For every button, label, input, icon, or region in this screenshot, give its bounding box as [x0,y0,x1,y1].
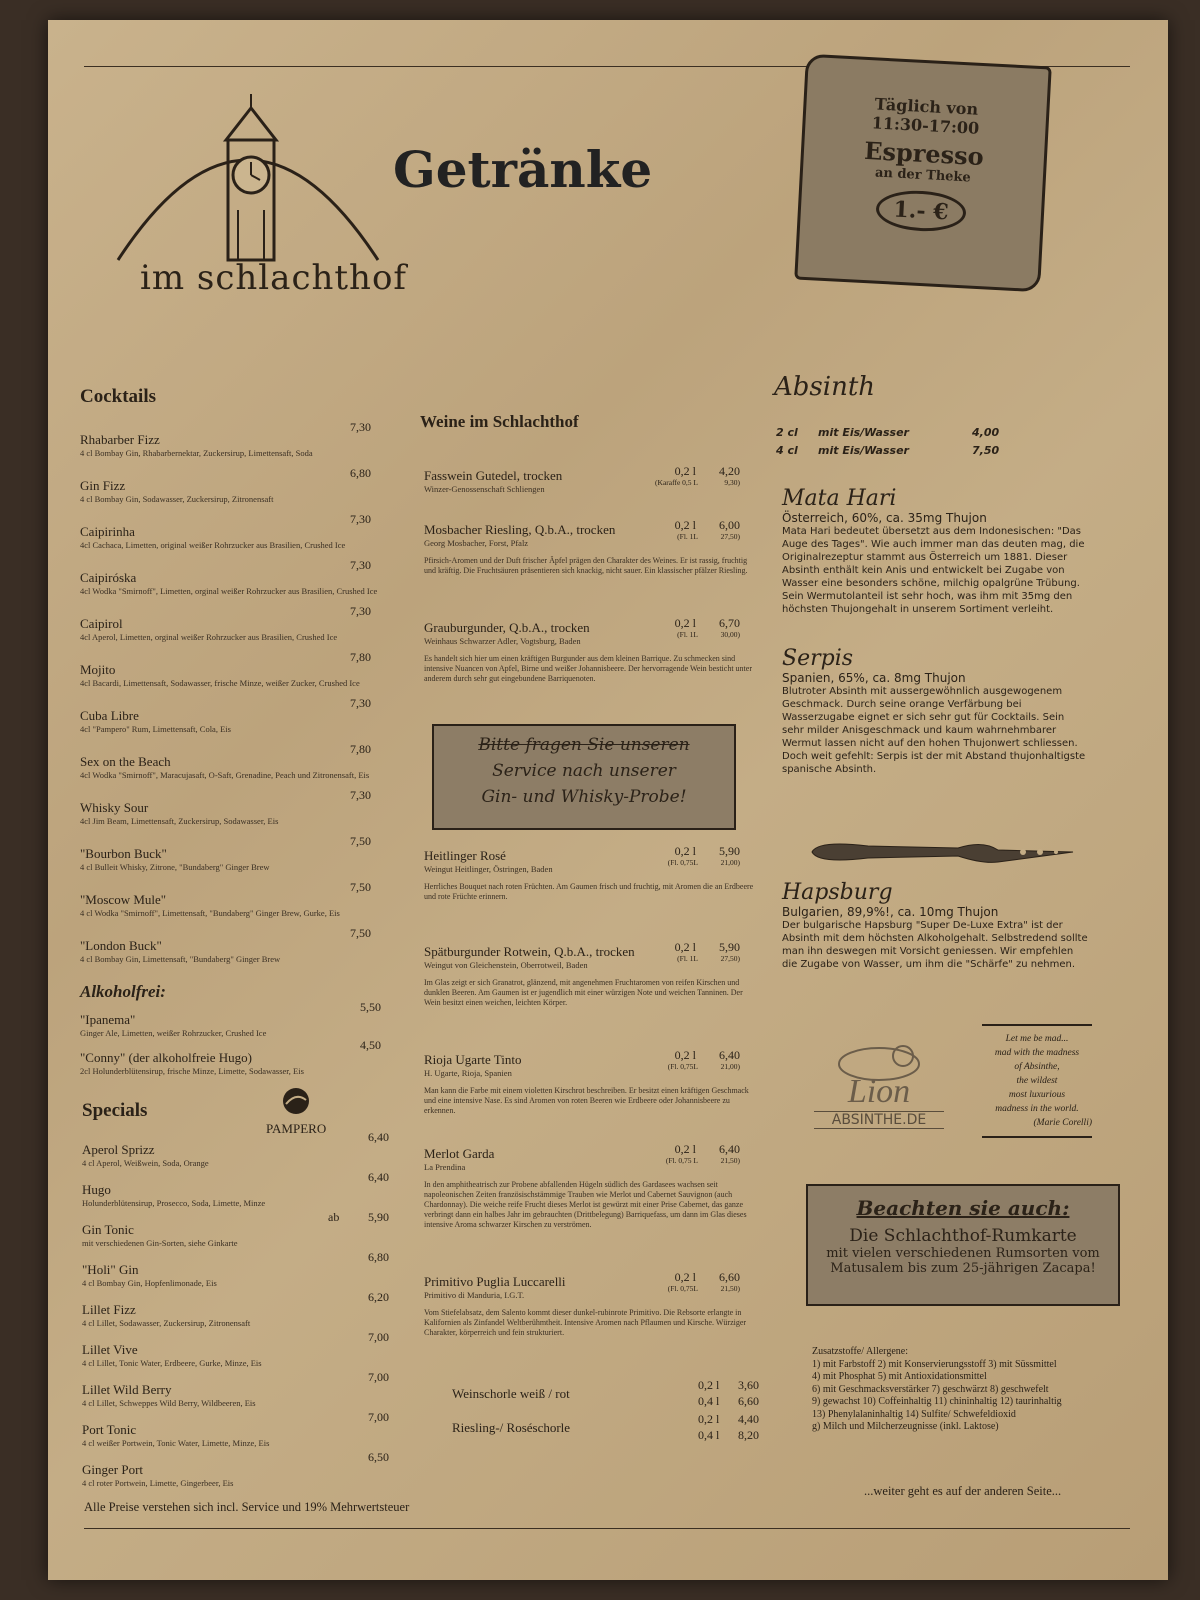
wine-producer: H. Ugarte, Rioja, Spanien [424,1068,512,1078]
menu-item [82,1462,382,1488]
absinth-variety [782,486,1088,616]
item-price: 7,30 [350,420,371,434]
lion-absinthe-logo [814,1036,944,1129]
menu-item [80,938,380,964]
wine-description: Es handelt sich hier um einen kräftigen Burgunder aus dem kleinen Barrique. Zu schmecken sind intensive Nuancen von Apfel, Birne und weißer Johannisbeere. Der hervorragende Wein besticht unter anderem durch sehr gut eingebundene Barriquenoten. [424,654,752,683]
item-price: 7,30 [350,558,371,572]
wine-bottle-price: 21,50) [720,1284,740,1293]
item-description: 4 cl Bombay Gin, Limettensaft, "Bundaberg" Ginger Brew [80,954,281,964]
absinthe-spoon-icon [808,832,1078,872]
item-name: "Moscow Mule" [80,892,167,907]
item-description: 2cl Holunderblütensirup, frische Minze, Limette, Sodawasser, Eis [80,1066,304,1076]
lion-url: ABSINTHE.DE [814,1111,944,1129]
item-name: Lillet Fizz [82,1302,136,1317]
item-price: 7,80 [350,650,371,664]
menu-item [80,754,380,780]
gin-whisky-box [432,724,736,830]
wine-bottle-price: 9,30) [724,478,740,487]
item-description: 4 cl Bulleit Whisky, Zitrone, "Bundaberg" Ginger Brew [80,862,270,872]
absinth-serving: mit Eis/Wasser [818,426,909,439]
wine-volume: 0,2 l [674,518,696,532]
wine-bottle-volume: (Fl. 1L [677,954,698,963]
absinth-volume: 4 cl [776,444,798,457]
item-description: 4 cl Bombay Gin, Rhabarbernektar, Zuckersirup, Limettensaft, Soda [80,448,313,458]
menu-item [80,616,380,642]
item-price: 6,40 [368,1170,389,1184]
wine-item [424,940,764,1008]
item-price: 5,90 [368,1210,389,1224]
variety-name: Mata Hari [782,486,897,511]
schorle-price-small: 3,60 [738,1378,759,1392]
allergen-line: 6) mit Geschmacksverstärker 7) geschwärzt 8) geschwefelt [812,1383,1049,1395]
wine-description: Vom Stiefelabsatz, dem Salento kommt dieser dunkel-rubinrote Primitivo. Die Rebsorte erlangte in Kalifornien als Zinfandel Weltberühmtheit. Intensive Aromen nach Pflaumen und Kirsche. Würziger Charakter, körperreich und fein strukturiert. [424,1308,747,1337]
espresso-scroll [794,54,1051,293]
menu-item [80,846,380,872]
item-name: Gin Tonic [82,1222,134,1237]
wine-glass-price: 4,20 [719,464,740,478]
item-name: Caipiróska [80,570,137,585]
wine-bottle-volume: (Fl. 0,75L [667,858,698,867]
wine-bottle-volume: (Fl. 0,75L [667,1062,698,1071]
schorle-volume-large: 0,4 l [698,1428,720,1442]
item-description: mit verschiedenen Gin-Sorten, siehe Ginkarte [82,1238,238,1248]
item-name: "Holi" Gin [82,1262,139,1277]
wine-bottle-volume: (Fl. 0,75 L [665,1156,698,1165]
menu-item [80,708,380,734]
variety-description: Der bulgarische Hapsburg "Super De-Luxe Extra" ist der Absinth mit dem höchsten Alkoholgehalt. Selbstredend sollte man ihn deswegen mit Vorsicht geniessen. Wir empfehlen die Zugabe von Wasser, um ihm die "Schärfe" zu nehmen. [782,920,1088,970]
variety-name: Hapsburg [782,880,893,905]
item-name: Mojito [80,662,116,677]
item-description: 4cl "Pampero" Rum, Limettensaft, Cola, Eis [80,724,231,734]
item-price: 7,50 [350,834,371,848]
logo [88,80,408,320]
item-description: 4cl Wodka "Smirnoff", Limetten, orginal weißer Rohrzucker aus Brasilien, Crushed Ice [80,586,378,596]
wine-description: In den amphitheatrisch zur Probene abfallenden Hügeln südlich des Gardasees wachsen seit napoleonischen Zeiten französischstämmige Trauben wie Merlot und Cabernet Sauvignon (auch Chardonnay). Die weiche reife Frucht dieses Merlot ist gewürzt mit einer Prise Cabernet, das ganze verbringt dann ein halbes Jahr im gebrauchten (Drittbelegung) Barriquefass, um dann im Glas dieses intensive Aroma schwarzer Kirschen zu verströmen. [424,1180,747,1229]
item-price: 6,40 [368,1130,389,1144]
rum-box-heading: Beachten sie auch: [856,1196,1070,1220]
pampero-wordmark: PAMPERO [266,1121,327,1136]
menu-item [80,800,380,826]
allergen-list [812,1346,1152,1434]
wine-description: Man kann die Farbe mit einem violetten Kirschrot beschreiben. Er besitzt einen kräftigen Geschmack und eine intensive Nase. Es sind Aromen von roten Beeren wie Erdbeere oder Johannisbeere zu erkennen. [424,1086,749,1115]
item-name: Rhabarber Fizz [80,432,160,447]
quote-line: mad with the madness [994,1048,1080,1058]
item-name: "London Buck" [80,938,162,953]
wine-description: Im Glas zeigt er sich Granatrot, glänzend, mit angenehmen Fruchtaromen von reifen Kirschen und dunklen Beeren. Am Gaumen ist er jugendlich mit einer würzigen Note und weichen Tanninen. Der Wein besitzt einen weichen, leichten Körper. [424,978,743,1007]
allergen-line: 1) mit Farbstoff 2) mit Konservierungsstoff 3) mit Süssmittel [812,1358,1057,1370]
espresso-line1: Täglich von [874,94,979,119]
wine-bottle-volume: (Fl. 0,75L [667,1284,698,1293]
wine-description: Pfirsich-Aromen und der Duft frischer Äpfel prägen den Charakter des Weines. Er ist rassig, fruchtig und kräftig. Die Fruchtsäuren präsentieren sich knackig, nicht sauer. Ein klassischer pfälzer Riesling. [424,556,748,575]
item-price: 7,30 [350,788,371,802]
quote-line: of Absinthe, [1014,1062,1060,1072]
item-description: 4cl Jim Beam, Limettensaft, Zuckersirup, Sodawasser, Eis [80,816,279,826]
item-price: 6,80 [350,466,371,480]
quote-line: the wildest [1016,1076,1058,1086]
wine-producer: Weingut von Gleichenstein, Oberrotweil, Baden [424,960,588,970]
item-description: Holunderblütensirup, Prosecco, Soda, Limette, Minze [82,1198,266,1208]
quote-line: Let me be mad... [1005,1034,1069,1044]
wine-item [424,518,764,576]
absinth-heading: Absinth [774,372,876,402]
rum-box-line1: Die Schlachthof-Rumkarte [849,1226,1077,1246]
wine-volume: 0,2 l [674,1270,696,1284]
allergen-line: 4) mit Phosphat 5) mit Antioxidationsmittel [812,1371,987,1382]
variety-description: Mata Hari bedeutet übersetzt aus dem Indonesischen: "Das Auge des Tages". Wie auch immer man das deuten mag, die Originalrezeptur stammt aus Österreich um 1881. Dieser Absinth enthält kein Anis und entwickelt bei Zugabe von Wasser eine besonders schöne, milchig opalgrüne Trübung. Sein Wermutolanteil ist sehr hoch, was ihm mit 35mg den höchsten Thujongehalt in unserem Sortiment verleiht. [782,526,1085,615]
wine-glass-price: 6,70 [719,616,740,630]
quote-lines [982,1032,1092,1116]
schorle-price-large: 6,60 [738,1394,759,1408]
schorle-name: Weinschorle weiß / rot [452,1386,570,1401]
wine-bottle-price: 21,00) [720,858,740,867]
wine-item [424,616,764,684]
price-prefix: ab [328,1210,340,1224]
schorle-volume-large: 0,4 l [698,1394,720,1408]
wine-glass-price: 6,00 [719,518,740,532]
quote-line: madness in the world. [995,1104,1079,1114]
item-name: Hugo [82,1182,111,1197]
wine-glass-price: 6,40 [719,1142,740,1156]
quote-author: (Marie Corelli) [1033,1118,1092,1128]
item-name: Whisky Sour [80,800,149,815]
wine-producer: Primitivo di Manduria, I.G.T. [424,1290,525,1300]
allergen-heading: Zusatzstoffe/ Allergene: [812,1346,908,1357]
item-description: 4cl Cachaca, Limetten, original weißer Rohrzucker aus Brasilien, Crushed Ice [80,540,346,550]
wine-name: Primitivo Puglia Luccarelli [424,1274,566,1289]
item-price: 6,50 [368,1450,389,1464]
item-name: Ginger Port [82,1462,144,1477]
schorle-volume-small: 0,2 l [698,1412,720,1426]
wine-glass-price: 5,90 [719,844,740,858]
wine-name: Merlot Garda [424,1146,495,1161]
gin-box-line2: Service nach unserer [492,761,676,781]
item-description: 4 cl Aperol, Weißwein, Soda, Orange [82,1158,209,1168]
schorle-price-small: 4,40 [738,1412,759,1426]
item-name: Caipirol [80,616,123,631]
wine-item [424,844,764,902]
corelli-quote [982,1024,1092,1138]
item-name: Cuba Libre [80,708,139,723]
allergen-line: 13) Phenylalaninhaltig 14) Sulfite/ Schwefeldioxid [812,1408,1016,1420]
wine-producer: La Prendina [424,1162,466,1172]
item-price: 7,30 [350,696,371,710]
item-name: "Bourbon Buck" [80,846,167,861]
item-price: 6,20 [368,1290,389,1304]
item-name: "Ipanema" [80,1012,136,1027]
wine-name: Mosbacher Riesling, Q.b.A., trocken [424,522,616,537]
wine-bottle-price: 30,00) [720,630,740,639]
item-price: 7,00 [368,1410,389,1424]
page-title: Getränke [393,140,653,199]
wine-volume: 0,2 l [674,940,696,954]
wine-bottle-volume: (Fl. 1L [677,532,698,541]
item-price: 7,30 [350,512,371,526]
wine-bottle-volume: (Karaffe 0,5 L [655,478,698,487]
wine-item [424,1142,764,1230]
wine-volume: 0,2 l [674,616,696,630]
item-description: 4 cl Wodka "Smirnoff", Limettensaft, "Bundaberg" Ginger Brew, Gurke, Eis [80,908,340,918]
espresso-line3: an der Theke [874,165,972,186]
schorle-volume-small: 0,2 l [698,1378,720,1392]
wine-producer: Georg Mosbacher, Forst, Pfalz [424,538,529,548]
wine-heading: Weine im Schlachthof [420,412,579,431]
item-description: 4 cl Lillet, Schweppes Wild Berry, Wildbeeren, Eis [82,1398,256,1408]
menu-item [82,1142,382,1168]
wine-item [424,464,764,494]
item-description: 4 cl weißer Portwein, Tonic Water, Limette, Minze, Eis [82,1438,270,1448]
menu-item [82,1342,382,1368]
wine-bottle-price: 21,50) [720,1156,740,1165]
quote-line: most luxurious [1008,1090,1066,1100]
rum-box-line2: mit vielen verschiedenen Rumsorten vom [826,1246,1100,1261]
wine-volume: 0,2 l [674,1048,696,1062]
item-description: 4 cl Bombay Gin, Hopfenlimonade, Eis [82,1278,217,1288]
item-name: Gin Fizz [80,478,126,493]
absinth-price: 4,00 [972,426,1000,439]
item-name: Caipirinha [80,524,135,539]
item-name: Lillet Wild Berry [82,1382,172,1397]
item-price: 5,50 [360,1000,381,1014]
menu-item [80,570,380,596]
pampero-logo [266,1086,326,1137]
wine-name: Heitlinger Rosé [424,848,506,863]
menu-item [82,1222,382,1248]
variety-origin: Bulgarien, 89,9%!, ca. 10mg Thujon [782,905,999,919]
wine-name: Rioja Ugarte Tinto [424,1052,522,1067]
item-description: 4cl Aperol, Limetten, orginal weißer Rohrzucker aus Brasilien, Crushed Ice [80,632,338,642]
wine-name: Fasswein Gutedel, trocken [424,468,563,483]
item-price: 7,00 [368,1330,389,1344]
alkoholfrei-heading: Alkoholfrei: [80,982,166,1001]
item-price: 7,50 [350,926,371,940]
item-price: 7,80 [350,742,371,756]
wine-name: Grauburgunder, Q.b.A., trocken [424,620,590,635]
cocktails-heading: Cocktails [80,386,156,407]
item-description: 4 cl roter Portwein, Limette, Gingerbeer, Eis [82,1478,234,1488]
wine-bottle-price: 27,50) [720,954,740,963]
absinthe-spoon-image [808,832,1078,877]
wine-producer: Weinhaus Schwarzer Adler, Vogtsburg, Baden [424,636,581,646]
menu-item [80,432,380,458]
wine-volume: 0,2 l [674,844,696,858]
item-description: 4 cl Lillet, Sodawasser, Zuckersirup, Zitronensaft [82,1318,251,1328]
bottom-rule [84,1528,1130,1529]
horse-rider-icon [274,1086,318,1116]
specials-heading: Specials [82,1100,148,1121]
espresso-headline: Espresso [863,135,985,172]
item-name: "Conny" (der alkoholfreie Hugo) [80,1050,252,1065]
allergen-line: 9) gewachst 10) Coffeinhaltig 11) chininhaltig 12) taurinhaltig [812,1396,1062,1407]
variety-origin: Österreich, 60%, ca. 35mg Thujon [782,511,987,525]
wine-item [424,1048,764,1116]
item-name: Lillet Vive [82,1342,138,1357]
absinth-variety [782,880,1088,971]
menu-item [82,1262,382,1288]
variety-name: Serpis [782,646,854,671]
wine-producer: Winzer-Genossenschaft Schliengen [424,484,545,494]
item-description: 4 cl Bombay Gin, Sodawasser, Zuckersirup, Zitronensaft [80,494,274,504]
wine-bottle-price: 21,00) [720,1062,740,1071]
absinth-price: 7,50 [972,444,1000,457]
item-name: Sex on the Beach [80,754,171,769]
clock-tower-icon [88,80,408,280]
wine-name: Spätburgunder Rotwein, Q.b.A., trocken [424,944,635,959]
menu-item [82,1182,382,1208]
gin-box-line3: Gin- und Whisky-Probe! [481,787,687,807]
menu-item [82,1422,382,1448]
wine-glass-price: 5,90 [719,940,740,954]
absinth-variety [782,646,1088,776]
footer-vat-note: Alle Preise verstehen sich incl. Service und 19% Mehrwertsteuer [84,1500,410,1514]
item-price: 6,80 [368,1250,389,1264]
menu-item [80,892,380,918]
menu-sheet [48,20,1168,1580]
item-description: 4cl Wodka "Smirnoff", Maracujasaft, O-Saft, Grenadine, Peach und Zitronensaft, Eis [80,770,370,780]
menu-item [80,478,380,504]
rum-card-box [806,1184,1120,1306]
menu-item [80,662,380,688]
variety-origin: Spanien, 65%, ca. 8mg Thujon [782,671,966,685]
wine-volume: 0,2 l [674,464,696,478]
wine-producer: Weingut Heitlinger, Östringen, Baden [424,864,553,874]
wine-glass-price: 6,40 [719,1048,740,1062]
wine-item [424,1270,764,1338]
lion-wordmark: Lion [847,1073,911,1110]
item-name: Port Tonic [82,1422,137,1437]
item-price: 4,50 [360,1038,381,1052]
variety-description: Blutroter Absinth mit aussergewöhnlich ausgewogenem Geschmack. Durch seine orange Verfärbung bei Wasserzugabe eignet er sich sehr gut für Cocktails. Sein sehr milder Anisgeschmack und kaum wahrnehmbarer Wermut lassen nicht auf den hohen Thujonwert schliessen. Doch weit gefehlt: Serpis ist der mit Abstand thujonhaltigste spanische Absinth. [782,686,1086,775]
menu-item [82,1382,382,1408]
gin-box-line1: Bitte fragen Sie unseren [478,735,690,755]
allergen-lines [812,1359,1152,1434]
wine-bottle-volume: (Fl. 1L [677,630,698,639]
footer-continue-note: ...weiter geht es auf der anderen Seite... [864,1484,1062,1498]
menu-item [80,524,380,550]
wine-bottle-price: 27,50) [720,532,740,541]
absinth-volume: 2 cl [776,426,798,439]
menu-item [80,1050,380,1076]
item-price: 7,50 [350,880,371,894]
item-name: Aperol Sprizz [82,1142,155,1157]
item-price: 7,00 [368,1370,389,1384]
wine-description: Herrliches Bouquet nach roten Früchten. Am Gaumen frisch und fruchtig, mit Aromen die an Erdbeere und rote Früchte erinnern. [424,882,754,901]
espresso-price: 1.- € [875,189,966,234]
menu-item [82,1302,382,1328]
espresso-line2: 11:30-17:00 [871,113,980,138]
item-price: 7,30 [350,604,371,618]
item-description: 4cl Bacardi, Limettensaft, Sodawasser, frische Minze, weißer Zucker, Crushed Ice [80,678,360,688]
item-description: 4 cl Lillet, Tonic Water, Erdbeere, Gurke, Minze, Eis [82,1358,262,1368]
wine-glass-price: 6,60 [719,1270,740,1284]
schorle-name: Riesling-/ Roséschorle [452,1420,571,1435]
logo-wordmark: im schlachthof [140,258,408,298]
menu-item [80,1012,380,1038]
rum-box-line3: Matusalem bis zum 25-jährigen Zacapa! [830,1261,1096,1276]
absinth-serving: mit Eis/Wasser [818,444,909,457]
wine-volume: 0,2 l [674,1142,696,1156]
schorle-price-large: 8,20 [738,1428,759,1442]
allergen-line: g) Milch und Milcherzeugnisse (inkl. Laktose) [812,1421,999,1432]
item-description: Ginger Ale, Limetten, weißer Rohrzucker, Crushed Ice [80,1028,267,1038]
